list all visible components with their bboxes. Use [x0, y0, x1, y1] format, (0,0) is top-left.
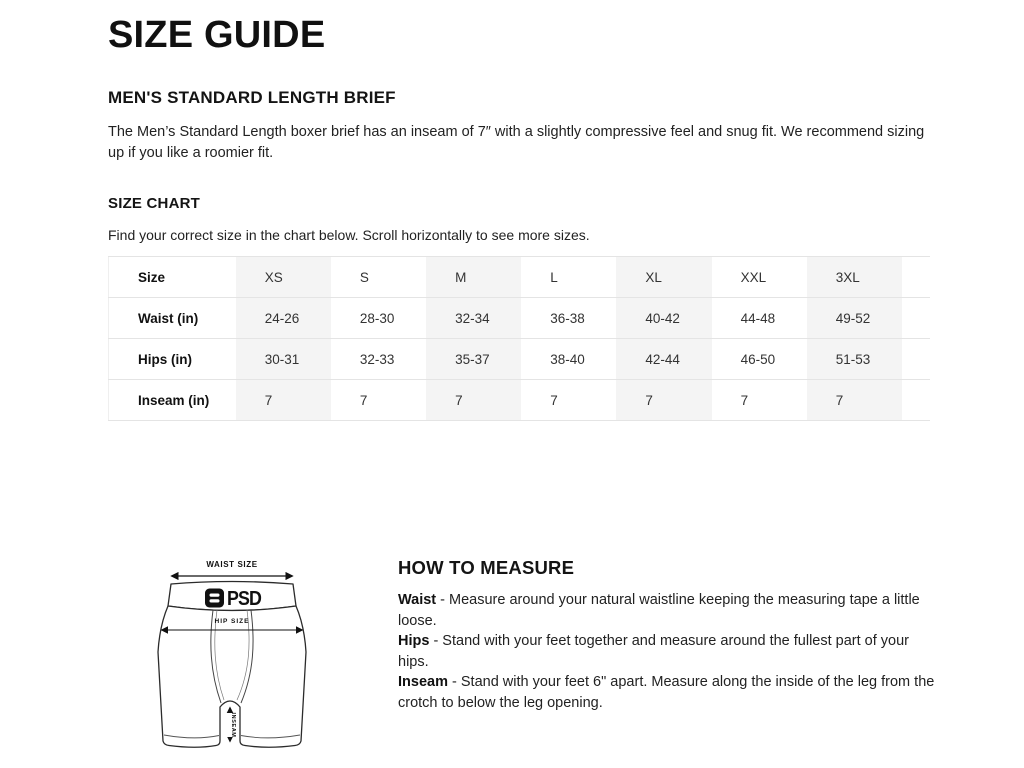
inseam-label: INSEAM — [230, 712, 236, 738]
product-description: The Men’s Standard Length boxer brief has an inseam of 7″ with a slightly compressive feel and snug fit. We recommend sizing up if you like a roomier fit. — [108, 124, 925, 161]
brand-icon-bar — [210, 599, 220, 602]
hips-cell: 46-50 — [712, 339, 807, 380]
table-row-inseam — [109, 380, 931, 421]
size-table-scroll-area[interactable] — [108, 256, 930, 421]
inseam-cell: 7 — [616, 380, 711, 421]
measure-text-hips: - Stand with your feet together and measure around the fullest part of your hips. — [398, 633, 910, 670]
measure-term-hips: Hips — [398, 633, 430, 649]
measurement-diagram — [150, 557, 314, 767]
clipped-column-cell — [902, 339, 930, 380]
psd-logo — [205, 588, 261, 610]
waist-cell: 40-42 — [616, 298, 711, 339]
hip-size-label: HIP SIZE — [214, 618, 250, 625]
hips-cell: 38-40 — [521, 339, 616, 380]
size-chart-instruction: Find your correct size in the chart below. Scroll horizontally to see more sizes. — [108, 227, 590, 243]
waist-cell: 36-38 — [521, 298, 616, 339]
brand-wordmark: PSD — [227, 588, 262, 610]
size-cell: XS — [236, 257, 331, 298]
measure-term-waist: Waist — [398, 592, 437, 608]
how-to-measure-section — [108, 557, 1024, 767]
waist-cell: 44-48 — [712, 298, 807, 339]
clipped-column-cell — [902, 298, 930, 339]
row-header-inseam: Inseam (in) — [109, 380, 236, 421]
clipped-column-cell — [902, 380, 930, 421]
waist-cell: 49-52 — [807, 298, 902, 339]
size-cell: 3XL — [807, 257, 902, 298]
hips-cell: 30-31 — [236, 339, 331, 380]
page-title: SIZE GUIDE — [108, 14, 326, 56]
inseam-cell: 7 — [807, 380, 902, 421]
measure-item-hips — [398, 631, 938, 672]
measure-text-inseam: - Stand with your feet 6" apart. Measure along the inside of the leg from the crotch to below the leg opening. — [398, 674, 935, 711]
size-table — [108, 256, 930, 421]
table-row-waist — [109, 298, 931, 339]
size-chart-heading: SIZE CHART — [108, 195, 200, 212]
brand-icon — [205, 589, 224, 608]
hips-cell: 42-44 — [616, 339, 711, 380]
size-cell: L — [550, 269, 558, 285]
waist-cell: 24-26 — [236, 298, 331, 339]
waist-size-label: WAIST SIZE — [206, 560, 258, 569]
waist-cell: 28-30 — [331, 298, 426, 339]
row-header-size: Size — [138, 269, 166, 285]
measure-term-inseam: Inseam — [398, 674, 448, 690]
product-subtitle: MEN'S STANDARD LENGTH BRIEF — [108, 88, 396, 107]
table-row-size — [109, 257, 931, 298]
brand-icon-bar — [210, 594, 220, 597]
how-to-measure-heading: HOW TO MEASURE — [398, 557, 575, 578]
row-header-hips: Hips (in) — [109, 339, 236, 380]
row-header-waist: Waist (in) — [109, 298, 236, 339]
waist-cell: 32-34 — [426, 298, 521, 339]
hips-cell: 35-37 — [426, 339, 521, 380]
size-cell: S — [359, 269, 369, 285]
hips-cell: 51-53 — [807, 339, 902, 380]
measure-item-waist — [398, 590, 938, 631]
inseam-cell: 7 — [426, 380, 521, 421]
size-cell: M — [426, 257, 521, 298]
inseam-cell: 7 — [712, 380, 807, 421]
size-cell: XL — [616, 257, 711, 298]
clipped-column-cell — [902, 257, 930, 298]
table-row-hips — [109, 339, 931, 380]
measure-text-waist: - Measure around your natural waistline keeping the measuring tape a little loose. — [398, 592, 920, 629]
measure-item-inseam — [398, 672, 938, 713]
how-to-measure-text — [398, 557, 938, 713]
inseam-cell: 7 — [236, 380, 331, 421]
inseam-cell: 7 — [521, 380, 616, 421]
boxer-brief-diagram — [150, 557, 314, 762]
hips-cell: 32-33 — [331, 339, 426, 380]
size-cell: XXL — [740, 269, 767, 285]
inseam-cell: 7 — [331, 380, 426, 421]
